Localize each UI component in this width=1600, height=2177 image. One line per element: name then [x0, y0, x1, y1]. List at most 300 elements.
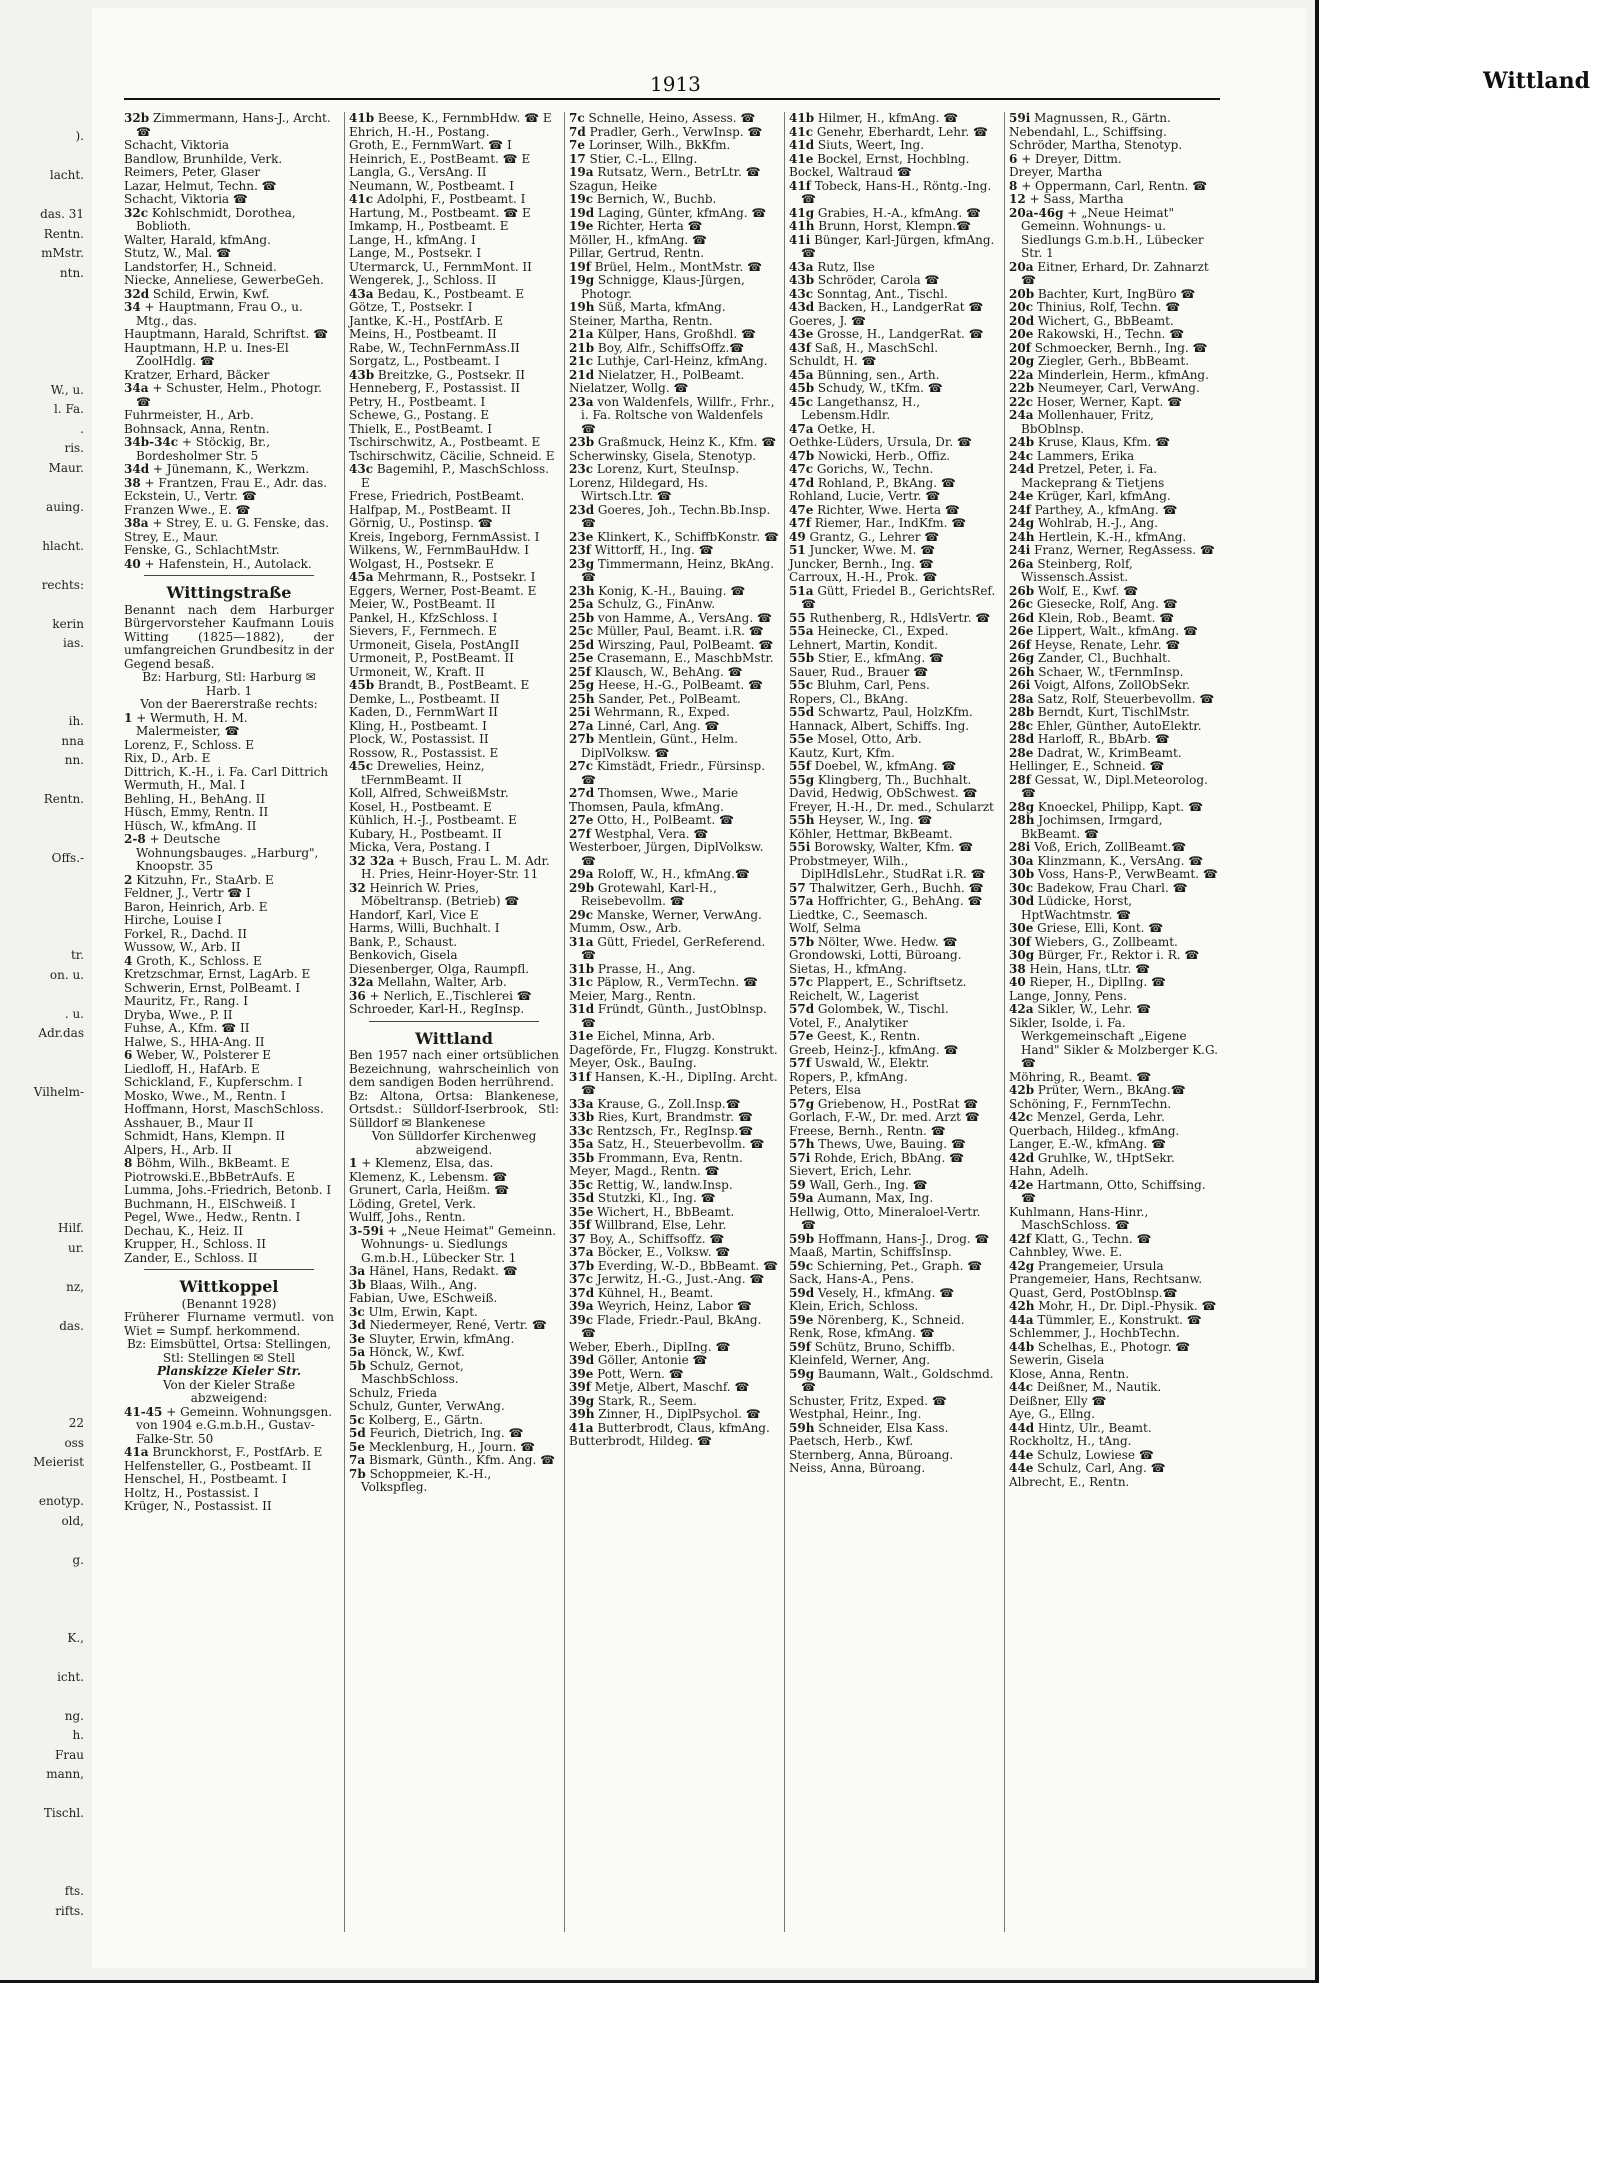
- resident-text: Adolphi, F., Postbeamt. I: [376, 192, 526, 206]
- house-number: 45b: [789, 381, 815, 395]
- resident-text: Sauer, Rud., Brauer ☎: [789, 664, 929, 679]
- directory-entry: [789, 1071, 999, 1085]
- resident-text: Goeres, J. ☎: [789, 313, 866, 328]
- house-number: 20b: [1009, 286, 1035, 301]
- resident-text: Sievert, Erich, Lehr.: [789, 1164, 912, 1178]
- directory-entry: [789, 693, 999, 707]
- house-number: 21d: [569, 367, 595, 382]
- resident-text: Feurich, Dietrich, Ing. ☎: [369, 1426, 524, 1440]
- resident-text: Lazar, Helmut, Techn. ☎: [124, 178, 277, 193]
- resident-text: Görnig, U., Postinsp. ☎: [349, 516, 493, 530]
- directory-entry: [1009, 1395, 1219, 1409]
- column-2: [344, 112, 559, 1932]
- directory-entry: [789, 882, 999, 896]
- gutter-text-fragment: das. 31: [40, 207, 84, 221]
- directory-entry: [789, 909, 999, 923]
- directory-entry: [1009, 1422, 1219, 1436]
- resident-text: Franz, Werner, RegAssess. ☎: [1034, 543, 1215, 557]
- resident-text: Roloff, W., H., kfmAng.☎: [597, 867, 750, 881]
- resident-text: Schröder, Carola ☎: [817, 273, 940, 287]
- directory-entry: [1009, 895, 1219, 922]
- house-number: 25h: [569, 691, 595, 706]
- resident-text: Grunert, Carla, Heißm. ☎: [349, 1183, 510, 1197]
- directory-entry: [789, 382, 999, 396]
- house-number: 55a: [789, 624, 814, 638]
- directory-entry: [124, 247, 334, 261]
- resident-text: Greeb, Heinz-J., kfmAng. ☎: [789, 1042, 959, 1057]
- resident-text: Quast, Gerd, PostOblnsp.☎: [1009, 1285, 1178, 1300]
- house-number: 41c: [789, 124, 814, 139]
- directory-entry: [789, 639, 999, 653]
- resident-text: Gessat, W., Dipl.Meteorolog. ☎: [1021, 772, 1208, 800]
- resident-text: Grosse, H., LandgerRat. ☎: [817, 327, 984, 341]
- directory-entry: [1009, 1179, 1219, 1206]
- directory-entry: [124, 1130, 334, 1144]
- house-number: 7a: [349, 1453, 366, 1467]
- directory-entry: [349, 571, 559, 585]
- resident-text: Pankel, H., KfzSchloss. I: [349, 610, 498, 625]
- house-number: 25a: [569, 597, 594, 611]
- directory-entry: [1009, 1138, 1219, 1152]
- resident-text: Henschel, H., Postbeamt. I: [124, 1472, 287, 1486]
- resident-text: Kimstädt, Friedr., Fürsinsp. ☎: [581, 759, 766, 787]
- gutter-text-fragment: rifts.: [55, 1903, 84, 1918]
- directory-entry: [789, 814, 999, 828]
- resident-text: Kaden, D., FernmWart II: [349, 705, 498, 719]
- section-divider: [144, 575, 314, 576]
- directory-entry: [569, 720, 779, 734]
- house-number: 27b: [569, 732, 595, 746]
- resident-text: Hoffmann, Horst, MaschSchloss.: [124, 1102, 324, 1116]
- directory-entry: [124, 1009, 334, 1023]
- house-number: 7d: [569, 124, 586, 139]
- directory-entry: [1009, 139, 1219, 153]
- resident-text: Wengerek, J., Schloss. II: [349, 273, 497, 287]
- resident-text: Pradler, Gerh., VerwInsp. ☎: [589, 124, 763, 139]
- house-number: 30e: [1009, 921, 1034, 935]
- directory-entry: [1009, 112, 1219, 126]
- house-number: 55c: [789, 678, 814, 692]
- resident-text: Müller, Paul, Beamt. i.R. ☎: [596, 624, 764, 638]
- directory-entry: [569, 504, 779, 531]
- house-number: 55e: [789, 732, 814, 746]
- directory-entry: [569, 990, 779, 1004]
- gutter-text-fragment: h.: [72, 1728, 84, 1742]
- directory-entry: [1009, 261, 1219, 288]
- directory-entry: [569, 126, 779, 140]
- resident-text: Kohlschmidt, Dorothea, Boblioth.: [136, 205, 296, 233]
- resident-text: Schelhas, E., Photogr. ☎: [1037, 1339, 1191, 1354]
- entry-list: [349, 1157, 559, 1495]
- house-number: 8: [124, 1156, 133, 1170]
- resident-text: Hönck, W., Kwf.: [368, 1345, 465, 1359]
- house-number: 24e: [1009, 489, 1034, 503]
- resident-text: Hartmann, Otto, Schiffsing. ☎: [1021, 1177, 1206, 1205]
- resident-text: + Stöckig, Br., Bordesholmer Str. 5: [136, 435, 271, 463]
- house-number: 34b-34c: [124, 435, 179, 449]
- resident-text: Saß, H., MaschSchl.: [814, 340, 939, 355]
- directory-entry: [569, 1395, 779, 1409]
- resident-text: Bernich, W., Buchb.: [596, 192, 717, 206]
- directory-entry: [1009, 1003, 1219, 1017]
- directory-entry: [569, 355, 779, 369]
- resident-text: Schulz, Frieda: [349, 1385, 438, 1400]
- directory-entry: [124, 112, 334, 139]
- resident-text: Ziegler, Gerh., BbBeamt.: [1037, 354, 1190, 368]
- directory-entry: [1009, 517, 1219, 531]
- directory-entry: [569, 1044, 779, 1058]
- directory-entry: [1009, 936, 1219, 950]
- entry-list: [124, 112, 334, 571]
- resident-text: Frese, Friedrich, PostBeamt.: [349, 489, 525, 503]
- resident-text: Westerboer, Jürgen, DiplVolksw. ☎: [569, 840, 764, 868]
- directory-entry: [349, 1157, 559, 1171]
- directory-entry: [124, 901, 334, 915]
- directory-entry: [569, 1287, 779, 1301]
- resident-text: Gütt, Friedel, GerReferend. ☎: [581, 934, 766, 962]
- directory-entry: [569, 531, 779, 545]
- directory-entry: [569, 436, 779, 450]
- house-number: 22b: [1009, 381, 1035, 395]
- section-title: Wittkoppel: [179, 1277, 279, 1296]
- directory-entry: [1009, 490, 1219, 504]
- directory-entry: [1009, 1287, 1219, 1301]
- resident-text: Meins, H., Postbeamt. II: [349, 327, 497, 341]
- directory-entry: [124, 982, 334, 996]
- house-number: 47d: [789, 475, 815, 490]
- house-number: 30f: [1009, 934, 1031, 949]
- house-number: 7c: [569, 112, 585, 125]
- directory-entry: [569, 1354, 779, 1368]
- resident-text: Butterbrodt, Hildeg. ☎: [569, 1434, 712, 1448]
- directory-entry: [1009, 1260, 1219, 1274]
- house-number: 17: [569, 151, 586, 166]
- directory-entry: [1009, 355, 1219, 369]
- directory-entry: [1009, 841, 1219, 855]
- resident-text: Hauptmann, H.P. u. Ines-El ZoolHdlg. ☎: [124, 340, 289, 368]
- house-number: 43a: [349, 286, 374, 301]
- house-number: 25e: [569, 651, 594, 665]
- directory-entry: [349, 315, 559, 329]
- resident-text: Zinner, H., DiplPsychol. ☎: [598, 1407, 761, 1421]
- directory-entry: [124, 1487, 334, 1501]
- resident-text: Langethansz, H., Lebensm.Hdlr.: [801, 394, 921, 422]
- house-number: 24a: [1009, 408, 1034, 422]
- resident-text: Fründt, Günth., JustOblnsp. ☎: [581, 1002, 767, 1030]
- directory-entry: [1009, 882, 1219, 896]
- directory-entry: [569, 976, 779, 990]
- house-number: 21a: [569, 327, 594, 341]
- directory-entry: [349, 733, 559, 747]
- directory-entry: [1009, 733, 1219, 747]
- resident-text: Schulz, G., FinAnw.: [597, 597, 716, 611]
- resident-text: Nielatzer, Wollg. ☎: [569, 381, 689, 395]
- directory-entry: [124, 1473, 334, 1487]
- directory-entry: [569, 733, 779, 760]
- directory-entry: [789, 274, 999, 288]
- house-number: 45a: [789, 367, 814, 382]
- directory-entry: [349, 1319, 559, 1333]
- house-number: 27c: [569, 759, 594, 773]
- resident-text: Meyer, Osk., BauIng.: [569, 1056, 697, 1070]
- resident-text: Jantke, K.-H., PostfArb. E: [349, 313, 503, 328]
- resident-text: Schuster, Fritz, Exped. ☎: [789, 1393, 947, 1408]
- resident-text: Mosel, Otto, Arb.: [817, 732, 922, 746]
- directory-entry: [1009, 976, 1219, 990]
- directory-entry: [789, 1395, 999, 1409]
- directory-entry: [124, 1063, 334, 1077]
- gutter-text-fragment: Tischl.: [43, 1806, 84, 1820]
- resident-text: Minderlein, Herm., kfmAng.: [1037, 367, 1209, 382]
- directory-entry: [1009, 963, 1219, 977]
- directory-entry: [349, 949, 559, 963]
- directory-entry: [789, 180, 999, 207]
- directory-entry: [349, 1211, 559, 1225]
- directory-entry: [569, 625, 779, 639]
- resident-text: Niecke, Anneliese, GewerbeGeh.: [124, 273, 324, 287]
- house-number: 55h: [789, 813, 815, 827]
- resident-text: Schewe, G., Postang. E: [349, 408, 490, 422]
- house-number: 49: [789, 529, 806, 544]
- directory-entry: [569, 1260, 779, 1274]
- directory-entry: [1009, 396, 1219, 410]
- resident-text: von Waldenfels, Willfr., Frhr., i. Fa. Roltsche von Waldenfels ☎: [581, 394, 775, 436]
- resident-text: Stutzki, Kl., Ing. ☎: [597, 1191, 716, 1205]
- resident-text: Carroux, H.-H., Prok. ☎: [789, 570, 938, 584]
- house-number: 32c: [124, 205, 149, 220]
- house-number: 24h: [1009, 529, 1035, 544]
- resident-text: Schoppmeier, K.-H., Volkspfleg.: [361, 1466, 492, 1494]
- resident-text: Götze, T., Postsekr. I: [349, 300, 473, 314]
- directory-entry: [569, 598, 779, 612]
- resident-text: Kruse, Klaus, Kfm. ☎: [1037, 435, 1171, 449]
- resident-text: Wulff, Johs., Rentn.: [349, 1210, 466, 1224]
- directory-entry: [349, 679, 559, 693]
- directory-entry: [349, 517, 559, 531]
- resident-text: Juncker, Bernh., Ing. ☎: [789, 556, 934, 571]
- resident-text: Hannack, Albert, Schiffs. Ing.: [789, 718, 970, 733]
- directory-entry: [569, 1368, 779, 1382]
- house-number: 47b: [789, 448, 815, 463]
- house-number: 57i: [789, 1150, 811, 1165]
- house-number: 27a: [569, 718, 594, 733]
- directory-entry: [1009, 922, 1219, 936]
- directory-entry: [124, 261, 334, 275]
- resident-text: Hahn, Adelh.: [1009, 1164, 1089, 1178]
- resident-text: Sievers, F., Fernmech. E: [349, 624, 498, 638]
- house-number: 31f: [569, 1069, 591, 1084]
- resident-text: Willbrand, Else, Lehr.: [594, 1218, 727, 1232]
- resident-text: Zander, Cl., Buchhalt.: [1037, 651, 1171, 665]
- resident-text: Rix, D., Arb. E: [124, 751, 211, 765]
- directory-entry: [124, 779, 334, 793]
- house-number: 5d: [349, 1426, 366, 1440]
- directory-entry: [349, 180, 559, 194]
- gutter-text-fragment: ih.: [68, 714, 84, 728]
- resident-text: Schierning, Pet., Graph. ☎: [816, 1258, 983, 1273]
- directory-entry: [569, 1098, 779, 1112]
- resident-text: Menzel, Gerda, Lehr.: [1036, 1110, 1165, 1124]
- directory-entry: [1009, 774, 1219, 801]
- resident-text: Harms, Willi, Buchhalt. I: [349, 921, 500, 935]
- directory-entry: [789, 733, 999, 747]
- resident-text: Wilkens, W., FernmBauHdw. I: [349, 543, 530, 557]
- house-number: 44e: [1009, 1447, 1034, 1462]
- house-number: 20e: [1009, 327, 1034, 341]
- resident-text: Forkel, R., Dachd. II: [124, 926, 247, 941]
- directory-entry: [569, 477, 779, 504]
- directory-entry: [349, 382, 559, 396]
- house-number: 35f: [569, 1218, 591, 1232]
- resident-text: Dadrat, W., KrimBeamt.: [1037, 745, 1182, 760]
- directory-entry: [349, 1306, 559, 1320]
- house-number: 59a: [789, 1191, 814, 1205]
- resident-text: Parthey, A., kfmAng. ☎: [1034, 502, 1178, 517]
- house-number: 26g: [1009, 651, 1035, 665]
- resident-text: Voigt, Alfons, ZollObSekr.: [1034, 678, 1191, 692]
- house-number: 5c: [349, 1412, 365, 1427]
- resident-text: Demke, L., Postbeamt. II: [349, 691, 500, 706]
- gutter-text-fragment: ias.: [63, 636, 84, 650]
- house-number: 39f: [569, 1380, 591, 1394]
- directory-entry: [789, 423, 999, 437]
- directory-entry: [1009, 1084, 1219, 1098]
- directory-entry: [124, 1184, 334, 1198]
- house-number: 32: [349, 880, 366, 895]
- resident-text: Halfpap, M., PostBeamt. II: [349, 502, 511, 517]
- resident-text: Kubary, H., Postbeamt. II: [349, 826, 502, 841]
- house-number: 23d: [569, 502, 595, 517]
- house-number: 2-8: [124, 832, 146, 846]
- entry-list: [1009, 112, 1219, 1489]
- header-rule: [124, 98, 1220, 100]
- directory-entry: [349, 1468, 559, 1495]
- resident-text: Kolberg, E., Gärtn.: [368, 1412, 484, 1427]
- resident-text: Böhm, Wilh., BkBeamt. E: [136, 1156, 290, 1170]
- house-number: 23a: [569, 394, 594, 409]
- house-number: 25i: [569, 705, 591, 719]
- directory-entry: [1009, 868, 1219, 882]
- resident-text: + Deutsche Wohnungsbauges. „Harburg", Knoopstr. 35: [136, 832, 319, 873]
- section-divider: [369, 1021, 539, 1022]
- directory-entry: [124, 369, 334, 383]
- directory-entry: [124, 1225, 334, 1239]
- directory-entry: [569, 760, 779, 787]
- resident-text: Wall, Gerh., Ing. ☎: [809, 1177, 928, 1192]
- gutter-text-fragment: auing.: [46, 499, 84, 514]
- directory-entry: [789, 490, 999, 504]
- directory-entry: [1009, 153, 1219, 167]
- directory-entry: [569, 1246, 779, 1260]
- resident-text: Timmermann, Heinz, BkAng. ☎: [581, 556, 775, 584]
- house-number: 41d: [789, 138, 815, 152]
- resident-text: Neiss, Anna, Büroang.: [789, 1461, 926, 1475]
- directory-entry: [124, 436, 334, 463]
- directory-entry: [349, 828, 559, 842]
- resident-text: Bürger, Fr., Rektor i. R. ☎: [1037, 948, 1200, 962]
- directory-entry: [789, 760, 999, 774]
- resident-text: Prangemeier, Hans, Rechtsanw.: [1009, 1272, 1203, 1286]
- resident-text: Diesenberger, Olga, Raumpfl.: [349, 961, 530, 976]
- resident-text: Sikler, W., Lehr. ☎: [1037, 1002, 1152, 1016]
- house-number: 26c: [1009, 597, 1034, 611]
- house-number: 47f: [789, 516, 811, 530]
- directory-entry: [789, 1246, 999, 1260]
- resident-text: Oethke-Lüders, Ursula, Dr. ☎: [789, 435, 972, 449]
- resident-text: Kühlich, H.-J., Postbeamt. E: [349, 813, 517, 827]
- resident-text: Golombek, W., Tischl.: [817, 1002, 949, 1016]
- directory-entry: [569, 585, 779, 599]
- resident-text: Walter, Harald, kfmAng.: [124, 232, 271, 247]
- directory-entry: [789, 855, 999, 882]
- resident-text: Rentzsch, Fr., RegInsp.☎: [596, 1123, 754, 1138]
- directory-entry: [124, 342, 334, 369]
- directory-entry: [569, 315, 779, 329]
- directory-entry: [349, 247, 559, 261]
- directory-entry: [789, 990, 999, 1004]
- resident-text: Bedau, K., Postbeamt. E: [377, 286, 525, 301]
- house-number: 28h: [1009, 813, 1035, 827]
- house-number: 34: [124, 300, 141, 314]
- resident-text: Bockel, Ernst, Hochblng.: [817, 151, 970, 166]
- resident-text: Weber, W., Polsterer E: [136, 1048, 272, 1062]
- directory-entry: [124, 739, 334, 753]
- gutter-text-fragment: ntn.: [59, 265, 84, 280]
- directory-entry: [124, 531, 334, 545]
- resident-text: Mehrmann, R., Postsekr. I: [377, 570, 536, 584]
- resident-text: Kling, H., Postbeamt. I: [349, 718, 487, 733]
- resident-text: Mecklenburg, H., Journ. ☎: [368, 1439, 536, 1454]
- gutter-text-fragment: oss: [64, 1435, 84, 1450]
- house-number: 43e: [789, 327, 814, 341]
- resident-text: Heinecke, Cl., Exped.: [817, 624, 949, 638]
- house-number: 35a: [569, 1137, 594, 1151]
- resident-text: Hüsch, Emmy, Rentn. II: [124, 805, 269, 819]
- resident-text: Crasemann, E., MaschbMstr.: [597, 651, 774, 665]
- directory-entry: [349, 1292, 559, 1306]
- house-number: 41a: [569, 1420, 594, 1435]
- directory-entry: [1009, 207, 1219, 261]
- directory-entry: [569, 1125, 779, 1139]
- directory-entry: [789, 261, 999, 275]
- directory-entry: [789, 234, 999, 261]
- house-number: 26i: [1009, 678, 1031, 692]
- resident-text: Schneider, Elsa Kass.: [818, 1420, 949, 1435]
- directory-entry: [349, 166, 559, 180]
- resident-text: Prasse, H., Ang.: [597, 961, 696, 976]
- house-number: 37d: [569, 1285, 595, 1300]
- gutter-text-fragment: fts.: [64, 1884, 84, 1898]
- house-number: 55d: [789, 705, 815, 719]
- directory-entry: [569, 369, 779, 383]
- directory-entry: [789, 112, 999, 126]
- directory-entry: [569, 639, 779, 653]
- resident-text: Dittrich, K.-H., i. Fa. Carl Dittrich: [124, 764, 329, 779]
- directory-entry: [569, 963, 779, 977]
- resident-text: Schuldt, H. ☎: [789, 354, 877, 368]
- resident-text: Hoser, Werner, Kapt. ☎: [1036, 394, 1183, 409]
- resident-text: Oetke, H.: [817, 421, 876, 436]
- resident-text: Mollenhauer, Fritz, BbOblnsp.: [1021, 408, 1154, 436]
- resident-text: Schöning, F., FernmTechn.: [1009, 1096, 1172, 1111]
- resident-text: Deißner, M., Nautik.: [1036, 1380, 1162, 1394]
- directory-entry: [569, 868, 779, 882]
- house-number: 28b: [1009, 705, 1035, 719]
- previous-page-gutter: [0, 8, 88, 1968]
- house-number: 32 32a: [349, 853, 395, 868]
- resident-text: + Frantzen, Frau E., Adr. das.: [144, 475, 328, 490]
- house-number: 28g: [1009, 799, 1035, 814]
